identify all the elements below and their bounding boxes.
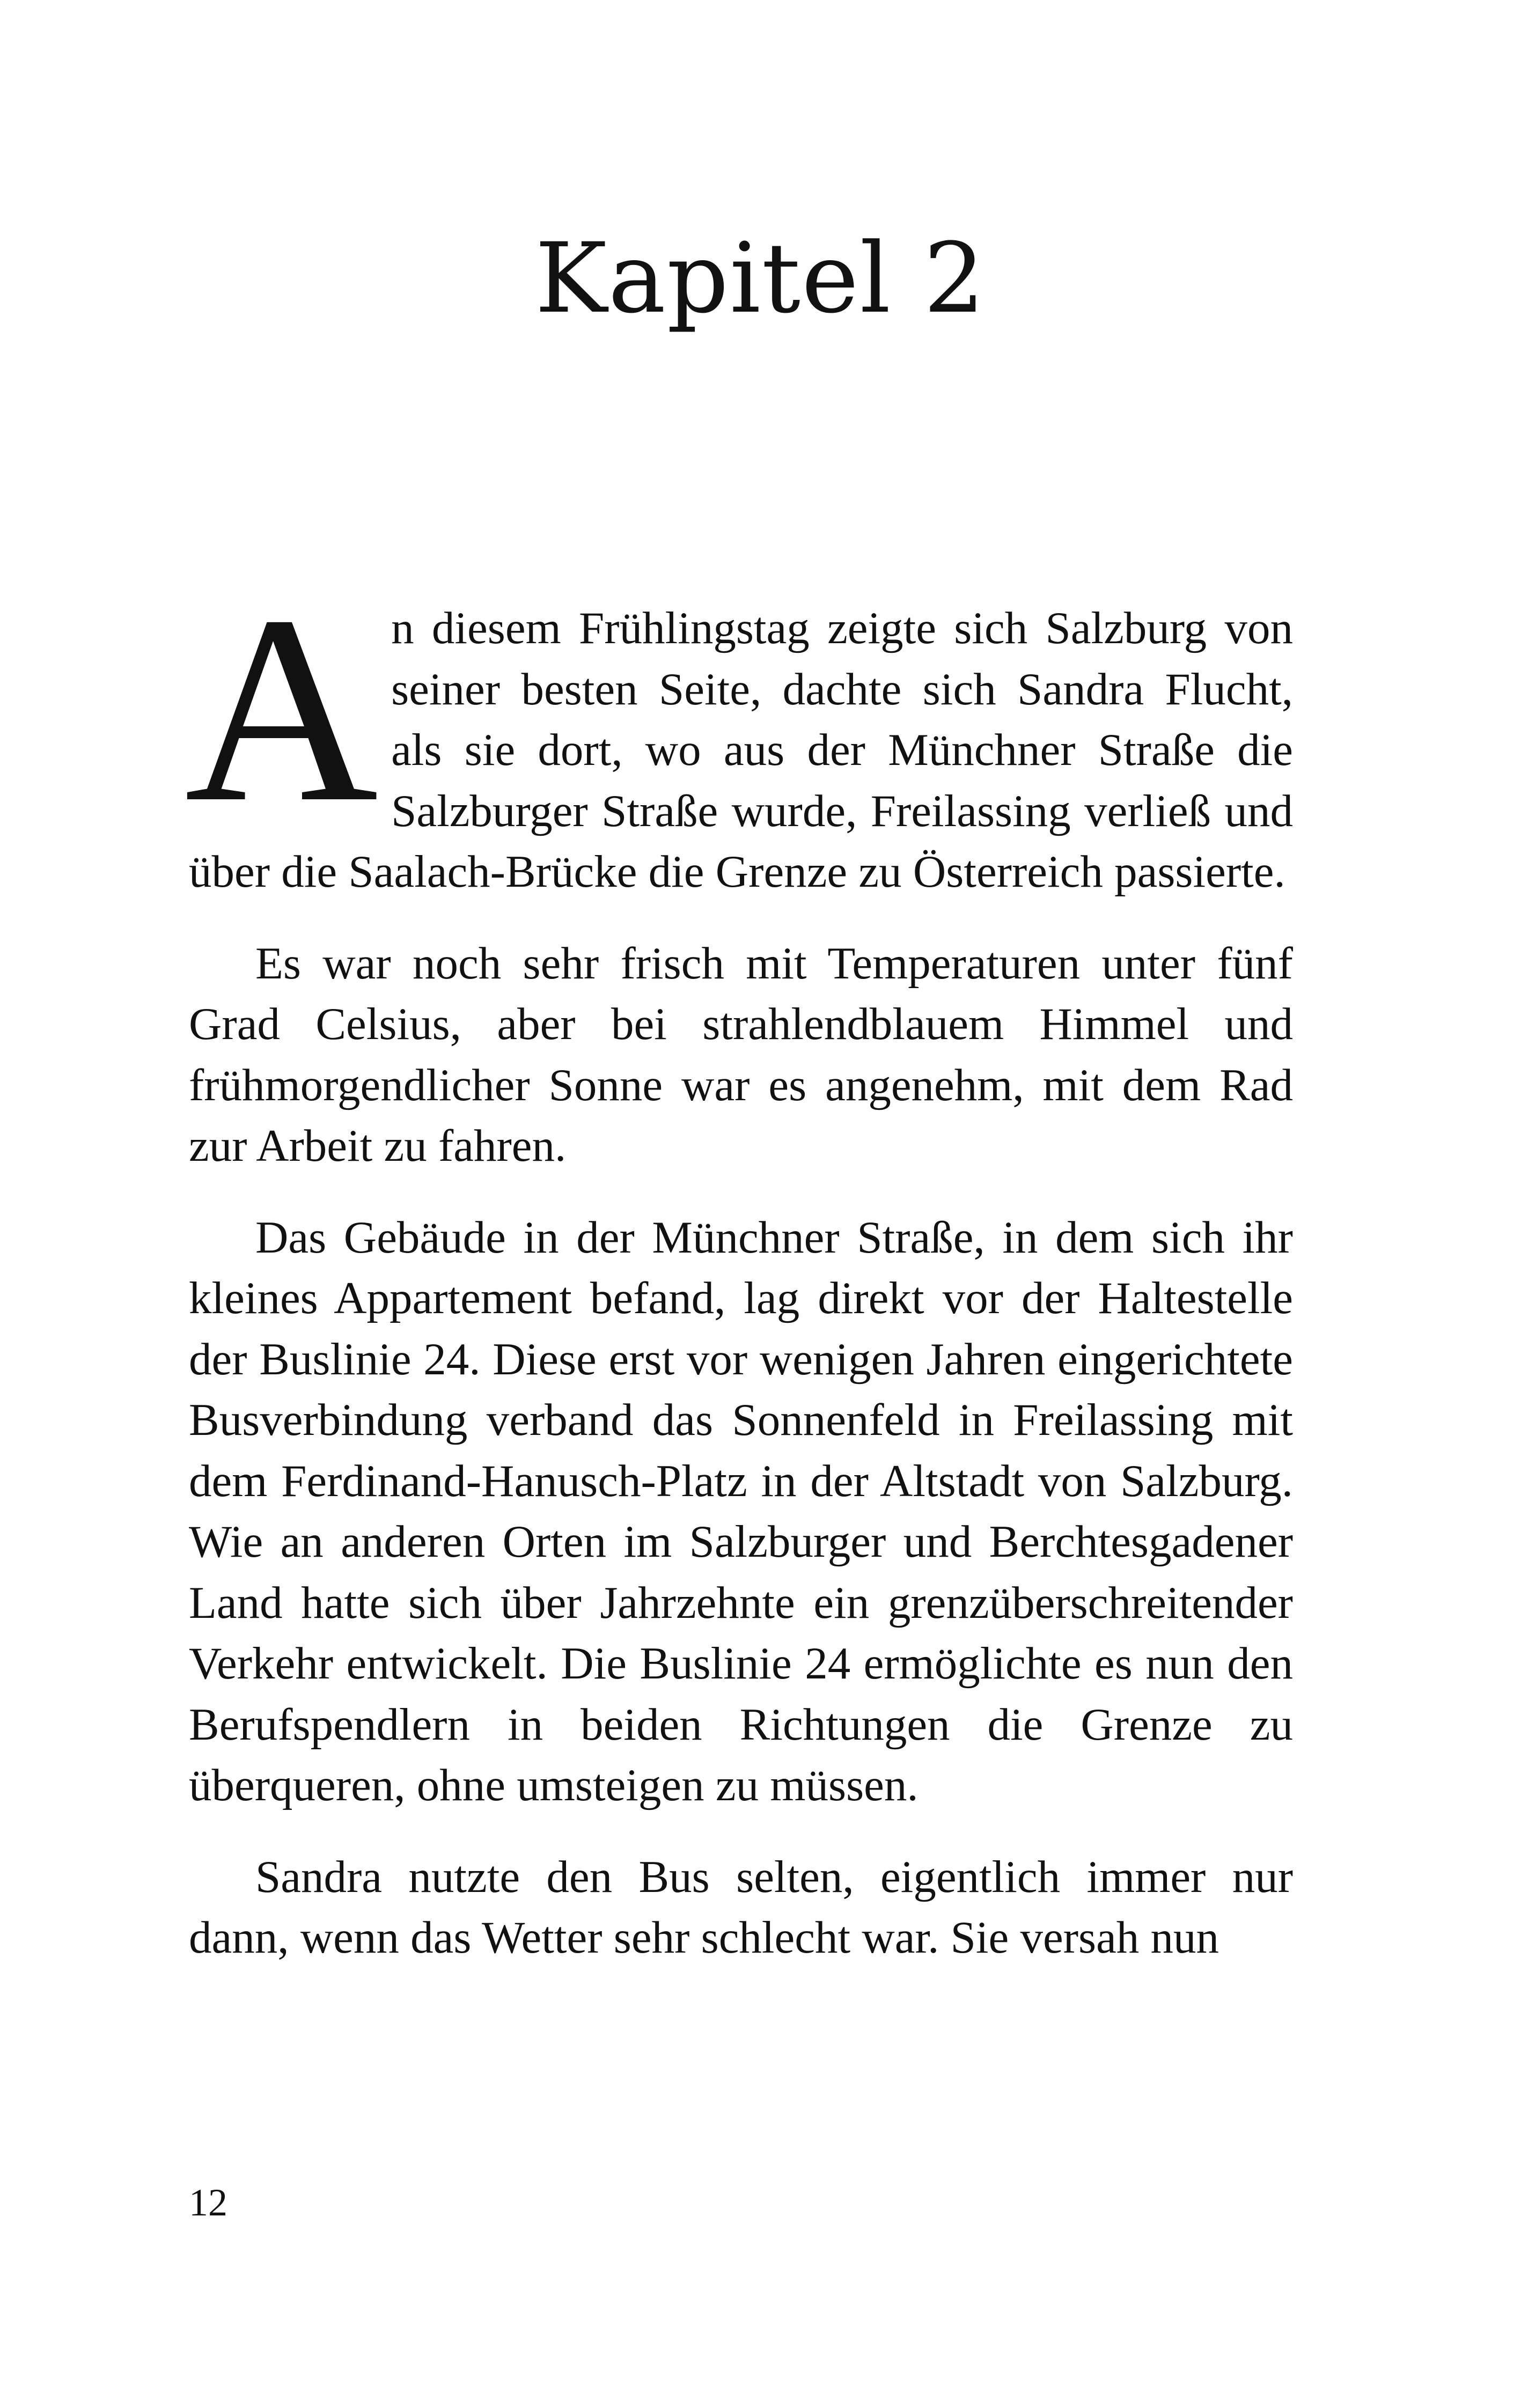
drop-cap: A [185,561,379,858]
paragraph-2: Es war noch sehr frisch mit Temperaturen unter fünf Grad Celsius, aber bei strahlendblauem Himmel und frühmorgendlicher Sonne war es angenehm, mit dem Rad zur Arbeit zu fahren. [189,938,1293,1171]
paragraph-4: Sandra nutzte den Bus selten, eigentlich immer nur dann, wenn das Wetter sehr schlecht war. Sie versah nun [189,1851,1293,1963]
paragraph-1-text: n diesem Frühlingstag zeigte sich Salzburg von seiner besten Seite, dachte sich Sandra Flucht, als sie dort, wo aus der Münchner Straße die Salzburger Straße wurde, Freilassing verließ und über die Saalach-Brücke die Grenze zu Österreich passierte. [189,603,1293,897]
paragraph-3: Das Gebäude in der Münchner Straße, in dem sich ihr kleines Appartement befand, lag direkt vor der Haltestelle der Buslinie 24. Diese erst vor wenigen Jahren eingerichtete Busverbindung verband das Sonnenfeld in Freilassing mit dem Ferdinand-Hanusch-Platz in der Altstadt von Salzburg. Wie an anderen Orten im Salzburger und Berchtesgadener Land hatte sich über Jahrzehnte ein grenzüberschreitender Verkehr entwickelt. Die Buslinie 24 ermöglichte es nun den Berufspendlern in beiden Richtungen die Grenze zu überqueren, ohne umsteigen zu müssen. [189,1212,1293,1810]
chapter-title: Kapitel 2 [535,223,986,335]
paragraph-1 [185,561,1293,903]
body-text [185,561,1293,1999]
page-number: 12 [189,2181,227,2224]
